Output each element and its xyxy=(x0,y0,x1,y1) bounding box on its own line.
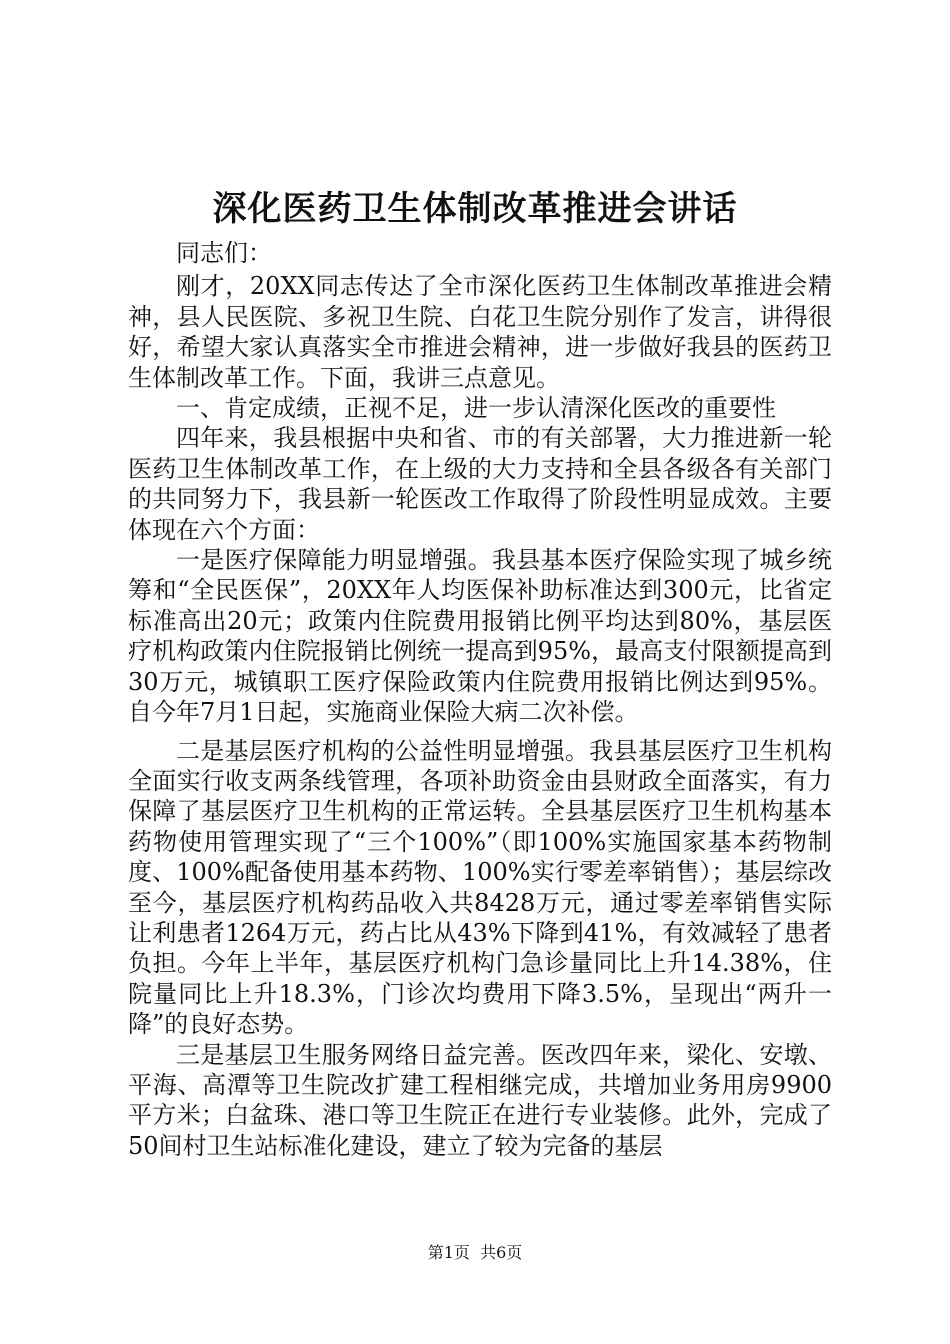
section-heading-1: 一、肯定成绩，正视不足，进一步认清深化医改的重要性 xyxy=(176,394,776,423)
paragraph-point-2: 二是基层医疗机构的公益性明显增强。我县基层医疗卫生机构全面实行收支两条线管理，各项补助资金由县财政全面落实，有力保障了基层医疗卫生机构的正常运转。全县基层医疗卫生机构基本药物使用管理实现了“三个100%”（即100%实施国家基本药物制度、100%配备使用基本药物、100%实行零差率销售）；基层综改至今，基层医疗机构药品收入共8428万元，通过零差率销售实际让利患者1264万元，药占比从43%下降到41%，有效减轻了患者负担。今年上半年，基层医疗机构门急诊量同比上升14.38%，住院量同比上升18.3%，门诊次均费用下降3.5%，呈现出“两升一降”的良好态势。 xyxy=(128,736,832,1039)
page-number: 第1页 共6页 xyxy=(427,1243,523,1262)
page-footer xyxy=(0,1243,950,1263)
greeting: 同志们： xyxy=(176,239,272,267)
paragraph-point-3: 三是基层卫生服务网络日益完善。医改四年来，梁化、安墩、平海、高潭等卫生院改扩建工程相继完成，共增加业务用房9900平方米；白盆珠、港口等卫生院正在进行专业装修。此外，完成了50间村卫生站标准化建设，建立了较为完备的基层 xyxy=(128,1040,832,1160)
document-title: 深化医药卫生体制改革推进会讲话 xyxy=(212,189,738,229)
paragraph-opening: 刚才，20XX同志传达了全市深化医药卫生体制改革推进会精神，县人民医院、多祝卫生院、白花卫生院分别作了发言，讲得很好，希望大家认真落实全市推进会精神，进一步做好我县的医药卫生体制改革工作。下面，我讲三点意见。 xyxy=(128,272,832,392)
document-body xyxy=(128,238,832,1161)
paragraph-overview: 四年来，我县根据中央和省、市的有关部署，大力推进新一轮医药卫生体制改革工作，在上级的大力支持和全县各级各有关部门的共同努力下，我县新一轮医改工作取得了阶段性明显成效。主要体现在六个方面： xyxy=(128,424,832,544)
paragraph-point-1: 一是医疗保障能力明显增强。我县基本医疗保险实现了城乡统筹和“全民医保”，20XX年人均医保补助标准达到300元，比省定标准高出20元；政策内住院费用报销比例平均达到80%，基层医疗机构政策内住院报销比例统一提高到95%，最高支付限额提高到30万元，城镇职工医疗保险政策内住院费用报销比例达到95%。自今年7月1日起，实施商业保险大病二次补偿。 xyxy=(128,546,832,727)
